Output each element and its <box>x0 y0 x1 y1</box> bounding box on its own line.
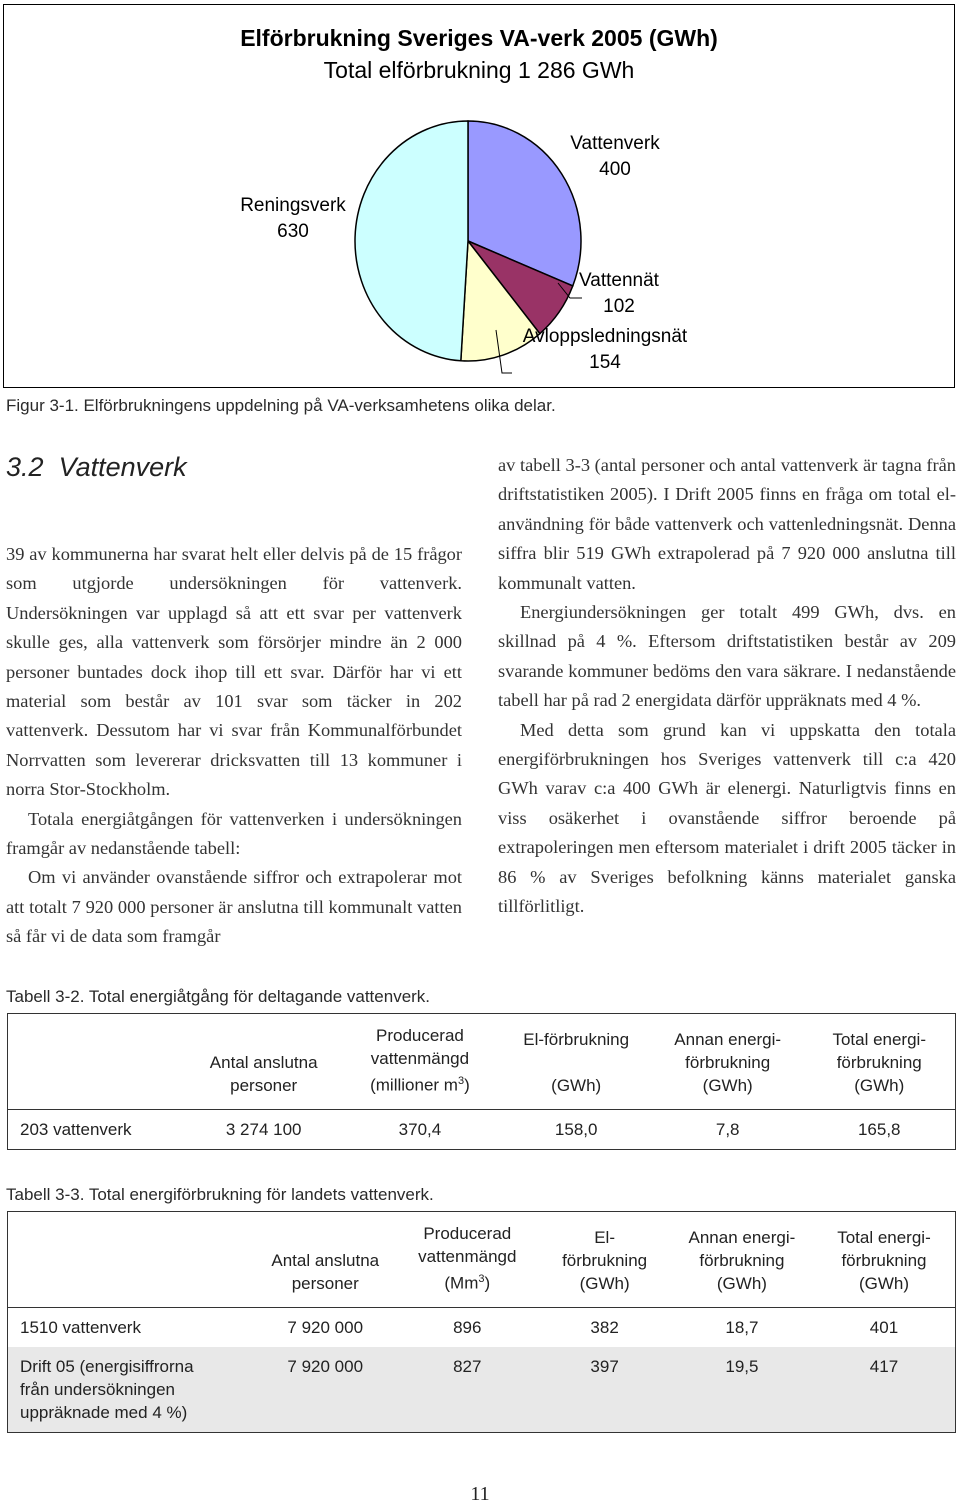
paragraph: Om vi använder ovanstående siffror och extrapolerar mot att totalt 7 920 000 personer är anslutna till kommunalt vatten så får vi de data som framgår <box>6 867 462 947</box>
table-row <box>8 1307 955 1347</box>
column-header: Annan energi- förbrukning (GWh) <box>652 1014 804 1109</box>
paragraph: av tabell 3-3 (antal personer och antal vattenverk är tagna från driftstatistiken 2005). I Drift 2005 finns en fråga om total el-användning för både vattenverk och vattenledningsnät. Denna siffra blir 519 GWh extrapolerad på 7 920 000 anslutna till kommunalt vatten. <box>498 455 956 593</box>
table-cell: 3 274 100 <box>225 1119 302 1139</box>
right-text-column <box>498 451 956 922</box>
slice-value-reningsverk: 630 <box>277 221 309 242</box>
slice-label-avlopp <box>523 326 688 373</box>
column-header: Antal anslutna personer <box>254 1212 396 1307</box>
column-header: Antal anslutna personer <box>188 1014 340 1109</box>
table-cell: 896 <box>453 1317 482 1337</box>
table-cell: 370,4 <box>398 1119 442 1139</box>
table2-caption: Tabell 3-3. Total energiförbrukning för landets vattenverk. <box>6 1185 434 1204</box>
column-header: Producerad vattenmängd (Mm$^3$) <box>396 1212 538 1307</box>
table-cell: 18,7 <box>725 1317 759 1337</box>
column-header: Producerad vattenmängd (millioner $m^3$) <box>339 1014 500 1109</box>
slice-label-vattenverk <box>570 133 660 180</box>
paragraph: 39 av kommunerna har svarat helt eller delvis på de 15 frågor som utgjorde undersökningen för vattenverk. Undersökningen var upplagd så att ett svar per vattenverk skulle ges, alla vattenverk som försörjer mindre än 2 000 personer buntades dock ihop till ett svar. Därför har vi ett material som består av 101 svar som täcker in 202 vattenverk. Dessutom har vi svar från Kommunalförbundet Norrvatten som levererar dricksvatten till 13 kommuner i norra Stor-Stockholm. <box>6 544 462 800</box>
slice-name-vattenverk: Vattenverk <box>570 133 660 154</box>
table2 <box>7 1211 956 1433</box>
table-header-row <box>8 1014 955 1109</box>
section-heading <box>6 452 187 483</box>
table-cell: 7,8 <box>715 1119 740 1139</box>
figure-caption: Figur 3-1. Elförbrukningens uppdelning på VA-verksamhetens olika delar. <box>6 396 556 415</box>
column-header: El- förbrukning (GWh) <box>538 1212 671 1307</box>
table-cell: 827 <box>396 1347 538 1432</box>
table-cell: 158,0 <box>554 1119 598 1139</box>
slice-name-vattennat: Vattennät <box>579 270 659 291</box>
column-header: Annan energi- förbrukning (GWh) <box>671 1212 813 1307</box>
column-header: Total energi- förbrukning (GWh) <box>813 1212 955 1307</box>
chart-title: Elförbrukning Sveriges VA-verk 2005 (GWh) <box>240 25 718 51</box>
table-cell: 401 <box>869 1317 899 1337</box>
table-cell: Drift 05 (energisiffrorna från undersökningen uppräknade med 4 %) <box>8 1347 254 1432</box>
slice-label-reningsverk <box>240 195 346 242</box>
table1 <box>7 1013 956 1150</box>
slice-value-vattennat: 102 <box>603 296 635 317</box>
slice-name-avlopp: Avloppsledningsnät <box>522 326 688 347</box>
paragraph: Totala energiåtgången för vattenverken i undersökningen framgår av nedanstående tabell: <box>6 808 462 859</box>
slice-value-vattenverk: 400 <box>599 159 631 180</box>
left-text-column <box>6 540 462 952</box>
paragraph: Med detta som grund kan vi uppskatta den totala energiförbrukningen hos Sveriges vattenverk till c:a 420 GWh varav c:a 400 GWh är elenergi. Naturligtvis finns en viss osäkerhet i ovanstående siffror beroende på extrapoleringen men eftersom materialet i drift 2005 täcker in 86 % av Sveriges befolkning känns materialet ganska tillförlitligt. <box>498 719 956 917</box>
table-row <box>8 1109 955 1149</box>
column-header: Total energi- förbrukning (GWh) <box>803 1014 955 1109</box>
pie-slice-reningsverk <box>355 121 468 361</box>
table-cell: 1510 vattenverk <box>20 1317 141 1337</box>
table1-caption: Tabell 3-2. Total energiåtgång för deltagande vattenverk. <box>6 987 431 1006</box>
table-cell: 19,5 <box>671 1347 813 1432</box>
table-cell: 203 vattenverk <box>20 1119 132 1139</box>
page-number: 11 <box>470 1483 490 1505</box>
column-header <box>8 1014 188 1109</box>
table-cell: 382 <box>590 1317 619 1337</box>
section-number: 3.2 <box>6 452 44 482</box>
column-header: El-förbrukning (GWh) <box>500 1014 652 1109</box>
table-cell: 7 920 000 <box>254 1347 396 1432</box>
pie-chart <box>4 5 954 387</box>
slice-value-avlopp: 154 <box>589 352 621 373</box>
section-title: Vattenverk <box>58 452 187 482</box>
pie-chart-figure <box>3 4 955 388</box>
table-cell: 7 920 000 <box>287 1317 364 1337</box>
chart-subtitle: Total elförbrukning 1 286 GWh <box>323 57 635 83</box>
table-row <box>8 1347 955 1432</box>
paragraph: Energiundersökningen ger totalt 499 GWh, dvs. en skillnad på 4 %. Eftersom driftstatistiken består av 209 svarande kommuner bedöms den vara säkrare. I nedanstående tabell har på rad 2 energidata därför uppräknats med 4 %. <box>498 602 956 711</box>
table-cell: 165,8 <box>857 1119 901 1139</box>
table-cell: 397 <box>538 1347 671 1432</box>
table-cell: 417 <box>813 1347 955 1432</box>
slice-name-reningsverk: Reningsverk <box>240 195 346 216</box>
table-header-row <box>8 1212 955 1307</box>
column-header <box>8 1212 254 1307</box>
slice-label-vattennat <box>579 270 660 317</box>
